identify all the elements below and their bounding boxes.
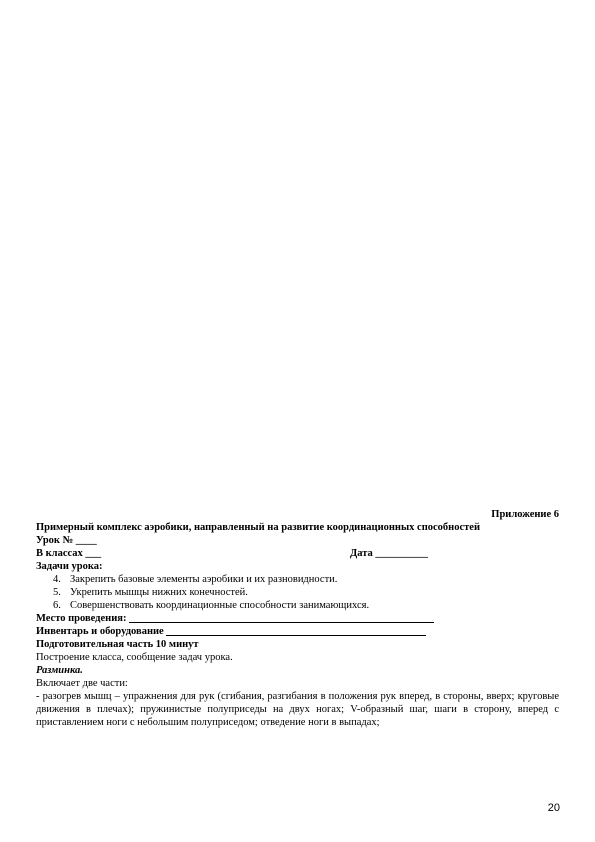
inventory-blank-line: [166, 625, 426, 636]
task-number: 5.: [53, 587, 61, 598]
tasks-heading: Задачи урока:: [36, 561, 103, 572]
class-blank: ___: [85, 548, 102, 559]
task-number: 4.: [53, 574, 61, 585]
tasks-list: [36, 573, 559, 612]
place-blank-line: [129, 612, 434, 623]
date-blank: __________: [375, 548, 428, 559]
warmup-paragraph: - разогрев мышц – упражнения для рук (сгибания, разгибания в положения рук вперед, в стороны, вверх; круговые движения в плечах); пружинистые полуприседы на двух ногах; V-образный шаг, шаги в сторону, вперед с приставлением ноги с небольшим полуприседом; отведение ноги в выпадах;: [36, 691, 559, 728]
appendix-label: Приложение 6: [491, 509, 559, 520]
lesson-label: Урок №: [36, 535, 74, 546]
document-title: Примерный комплекс аэробики, направленный на развитие координационных способностей: [36, 522, 480, 533]
task-text: Совершенствовать координационные способности занимающихся.: [70, 600, 370, 611]
lesson-number-row: [36, 534, 559, 547]
place-row: [36, 612, 559, 625]
inventory-label: Инвентарь и оборудование: [36, 626, 164, 637]
warmup-label: Разминка.: [36, 665, 83, 676]
class-date-row: [36, 547, 559, 560]
task-text: Укрепить мышцы нижних конечностей.: [70, 587, 248, 598]
inventory-row: [36, 625, 559, 638]
task-item: [36, 599, 559, 612]
date-label: Дата: [350, 548, 373, 559]
includes-text: Включает две части:: [36, 678, 128, 689]
task-item: [36, 586, 559, 599]
prep-heading: Подготовительная часть 10 минут: [36, 639, 199, 650]
task-text: Закрепить базовые элементы аэробики и их разновидности.: [70, 574, 338, 585]
document-content: [36, 508, 559, 729]
lesson-blank: ____: [75, 535, 97, 546]
place-label: Место проведения:: [36, 613, 127, 624]
task-number: 6.: [53, 600, 61, 611]
prep-text: Построение класса, сообщение задач урока.: [36, 652, 233, 663]
class-label: В классах: [36, 548, 83, 559]
task-item: [36, 573, 559, 586]
page-number: 20: [547, 802, 560, 814]
class-field: [36, 547, 350, 560]
date-field: [350, 547, 428, 560]
